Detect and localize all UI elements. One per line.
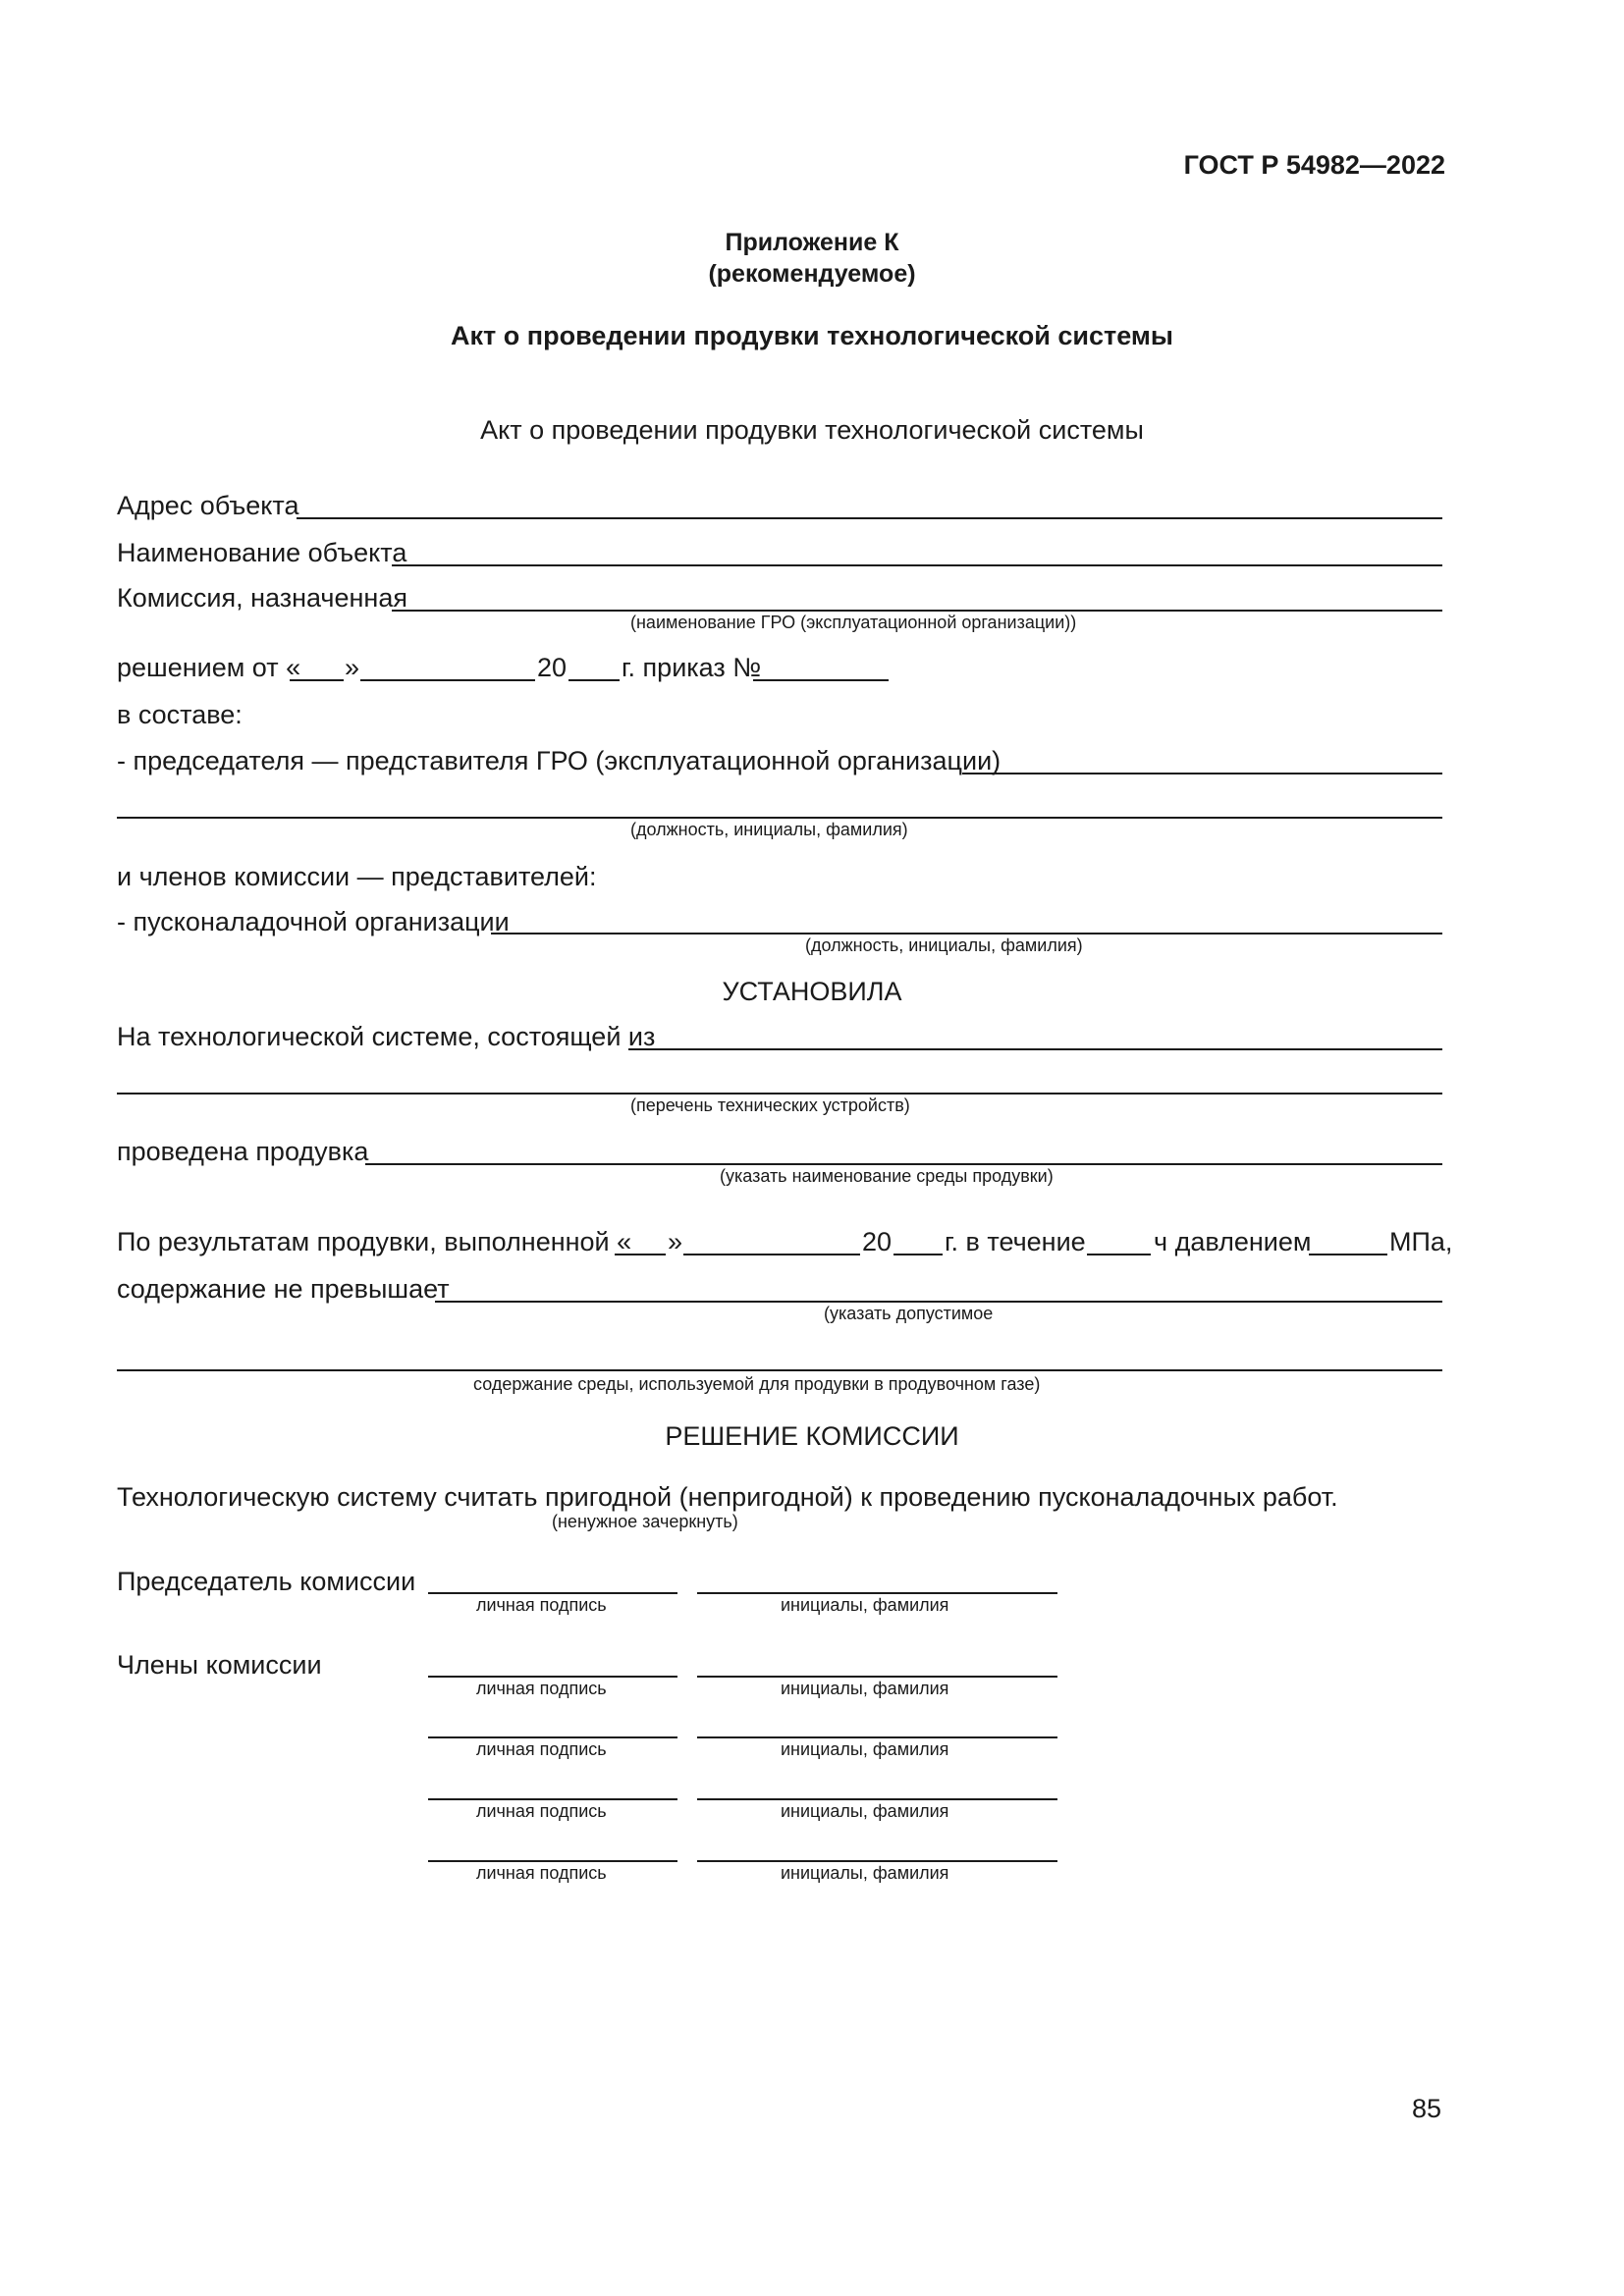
member-name-field[interactable] xyxy=(697,1736,1057,1738)
object-name-label: Наименование объекта xyxy=(117,538,407,567)
object-name-field[interactable] xyxy=(392,564,1442,566)
composition-label: в составе: xyxy=(117,700,243,729)
results-quote: » xyxy=(668,1227,683,1256)
name-caption: инициалы, фамилия xyxy=(781,1863,949,1883)
results-prefix: По результатам продувки, выполненной « xyxy=(117,1227,632,1256)
chairman-signature-label: Председатель комиссии xyxy=(117,1567,416,1596)
name-caption: инициалы, фамилия xyxy=(781,1679,949,1698)
content-caption-2: содержание среды, используемой для продувки в продувочном газе) xyxy=(473,1374,1041,1394)
sign-caption: личная подпись xyxy=(476,1801,607,1821)
results-year-field[interactable] xyxy=(893,1254,943,1255)
member-signature-field[interactable] xyxy=(428,1798,677,1800)
member-name-field[interactable] xyxy=(697,1798,1057,1800)
appendix-title: Приложение К xyxy=(725,229,899,256)
name-caption: инициалы, фамилия xyxy=(781,1801,949,1821)
content-label: содержание не превышает xyxy=(117,1274,450,1304)
name-caption: инициалы, фамилия xyxy=(781,1739,949,1759)
form-title: Акт о проведении продувки технологической системы xyxy=(480,415,1144,445)
chairman-name-field[interactable] xyxy=(697,1592,1057,1594)
decision-month-field[interactable] xyxy=(360,679,535,681)
results-duration-label: г. в течение xyxy=(945,1227,1086,1256)
member-signature-field[interactable] xyxy=(428,1860,677,1862)
chairman-label: - председателя — представителя ГРО (эксплуатационной организации) xyxy=(117,746,1001,775)
commission-field[interactable] xyxy=(392,610,1442,612)
member-name-field[interactable] xyxy=(697,1676,1057,1678)
results-hours-field[interactable] xyxy=(1087,1254,1151,1255)
results-month-field[interactable] xyxy=(683,1254,860,1255)
decision-year-field[interactable] xyxy=(568,679,620,681)
members-label: и членов комиссии — представителей: xyxy=(117,862,597,891)
member-signature-field[interactable] xyxy=(428,1676,677,1678)
system-field-2[interactable] xyxy=(117,1093,1442,1095)
decision-order-label: г. приказ № xyxy=(622,653,762,682)
sign-caption: личная подпись xyxy=(476,1595,607,1615)
results-pressure-label: ч давлением xyxy=(1154,1227,1312,1256)
members-signature-label: Члены комиссии xyxy=(117,1650,322,1680)
address-label: Адрес объекта xyxy=(117,491,299,520)
decision-text: Технологическую систему считать пригодной (непригодной) к проведению пусконаладочных работ. xyxy=(117,1482,1338,1512)
commissioning-org-caption: (должность, инициалы, фамилия) xyxy=(805,935,1083,955)
sign-caption: личная подпись xyxy=(476,1739,607,1759)
decision-quote: » xyxy=(345,653,360,682)
content-field-2[interactable] xyxy=(117,1369,1442,1371)
decision-caption: (ненужное зачеркнуть) xyxy=(552,1512,738,1531)
appendix-kind: (рекомендуемое) xyxy=(708,260,916,288)
decision-year-prefix: 20 xyxy=(537,653,568,682)
content-caption-1: (указать допустимое xyxy=(824,1304,994,1323)
member-name-field[interactable] xyxy=(697,1860,1057,1862)
member-signature-field[interactable] xyxy=(428,1736,677,1738)
name-caption: инициалы, фамилия xyxy=(781,1595,949,1615)
results-unit: МПа, xyxy=(1389,1227,1453,1256)
page-number: 85 xyxy=(1411,2094,1441,2123)
decision-order-field[interactable] xyxy=(753,679,889,681)
commission-label: Комиссия, назначенная xyxy=(117,583,407,613)
chairman-caption: (должность, инициалы, фамилия) xyxy=(630,820,908,839)
results-year-prefix: 20 xyxy=(862,1227,893,1256)
chairman-field[interactable] xyxy=(962,773,1442,774)
results-pressure-field[interactable] xyxy=(1309,1254,1387,1255)
decision-heading: РЕШЕНИЕ КОМИССИИ xyxy=(665,1421,959,1451)
address-field[interactable] xyxy=(297,517,1442,519)
system-field[interactable] xyxy=(628,1048,1442,1050)
sign-caption: личная подпись xyxy=(476,1863,607,1883)
commissioning-org-label: - пусконаладочной организации xyxy=(117,907,510,936)
purge-caption: (указать наименование среды продувки) xyxy=(720,1166,1054,1186)
chairman-field-2[interactable] xyxy=(117,817,1442,819)
system-label: На технологической системе, состоящей из xyxy=(117,1022,656,1051)
document-title: Акт о проведении продувки технологической системы xyxy=(451,321,1173,350)
sign-caption: личная подпись xyxy=(476,1679,607,1698)
established-heading: УСТАНОВИЛА xyxy=(722,977,902,1006)
decision-prefix: решением от « xyxy=(117,653,301,682)
commission-caption: (наименование ГРО (эксплуатационной организации)) xyxy=(630,613,1077,632)
system-caption: (перечень технических устройств) xyxy=(630,1095,910,1115)
standard-number: ГОСТ Р 54982—2022 xyxy=(1183,150,1445,180)
purge-label: проведена продувка xyxy=(117,1137,369,1166)
results-day-field[interactable] xyxy=(615,1254,666,1255)
content-field[interactable] xyxy=(435,1301,1442,1303)
purge-field[interactable] xyxy=(365,1163,1442,1165)
chairman-signature-field[interactable] xyxy=(428,1592,677,1594)
commissioning-org-field[interactable] xyxy=(491,933,1442,934)
decision-day-field[interactable] xyxy=(290,679,344,681)
